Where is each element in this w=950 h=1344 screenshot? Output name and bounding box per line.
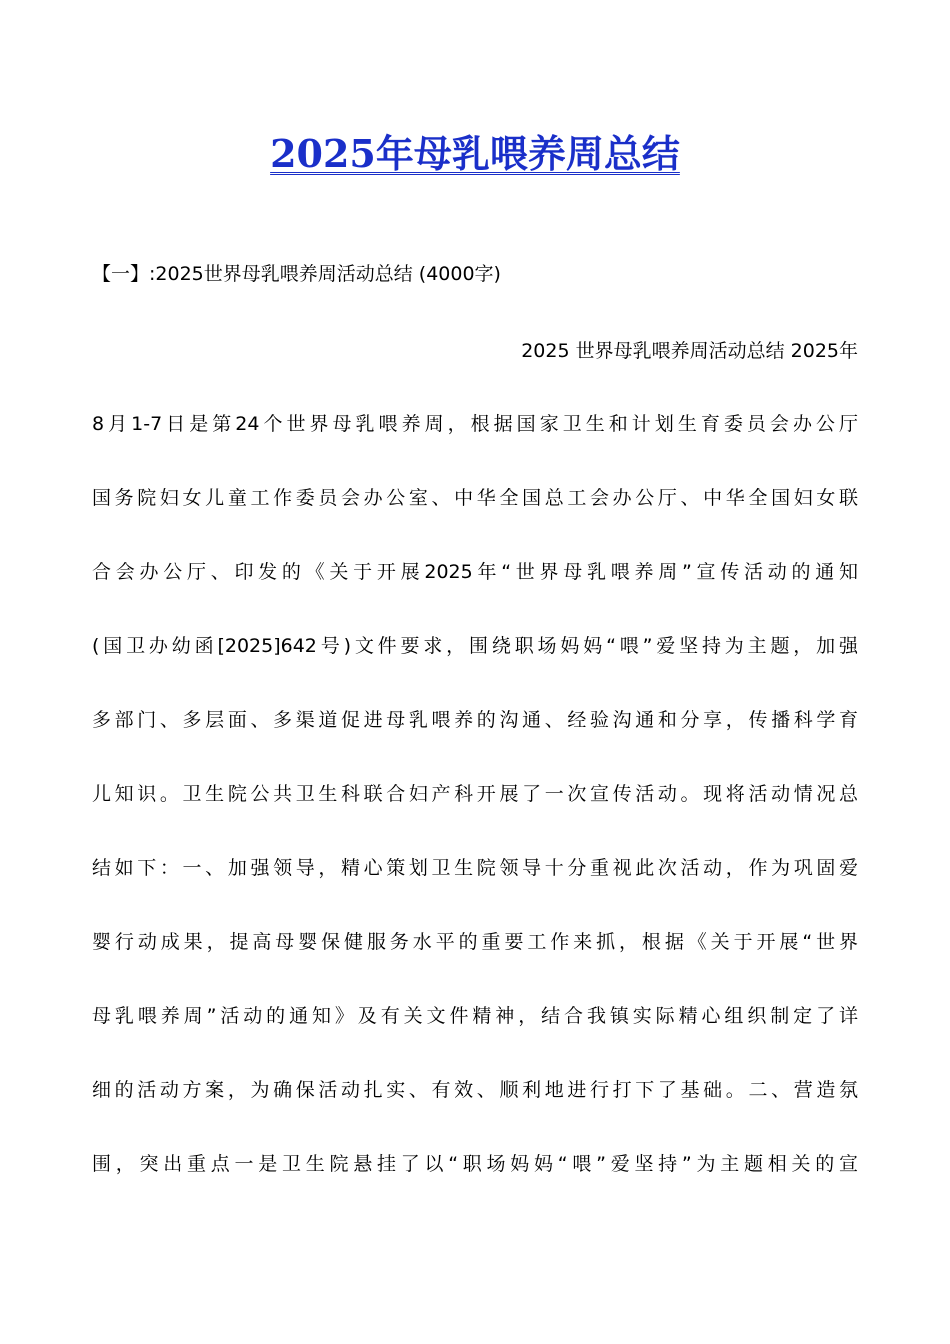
paragraph-line: 儿知识。卫生院公共卫生科联合妇产科开展了一次宣传活动。现将活动情况总 (92, 783, 858, 805)
paragraph-line: 合会办公厅、印发的《关于开展2025年“世界母乳喂养周”宣传活动的通知 (92, 561, 858, 583)
paragraph-line: 细的活动方案，为确保活动扎实、有效、顺利地进行打下了基础。二、营造氛 (92, 1079, 858, 1101)
document-title (0, 128, 950, 180)
paragraph-line: 结如下：一、加强领导，精心策划卫生院领导十分重视此次活动，作为巩固爱 (92, 857, 858, 879)
paragraph-line: 围，突出重点一是卫生院悬挂了以“职场妈妈“喂”爱坚持”为主题相关的宣 (92, 1153, 858, 1175)
paragraph-line: 8月1-7日是第24个世界母乳喂养周，根据国家卫生和计划生育委员会办公厅 (92, 413, 858, 435)
article-subtitle: 2025 世界母乳喂养周活动总结 2025年 (521, 340, 858, 362)
paragraph-line: 母乳喂养周”活动的通知》及有关文件精神，结合我镇实际精心组织制定了详 (92, 1005, 858, 1027)
paragraph-line: 婴行动成果，提高母婴保健服务水平的重要工作来抓，根据《关于开展“世界 (92, 931, 858, 953)
paragraph-line: 多部门、多层面、多渠道促进母乳喂养的沟通、经验沟通和分享，传播科学育 (92, 709, 858, 731)
paragraph-line: 国务院妇女儿童工作委员会办公室、中华全国总工会办公厅、中华全国妇女联 (92, 487, 858, 509)
paragraph-line: (国卫办幼函[2025]642号)文件要求，围绕职场妈妈“喂”爱坚持为主题，加强 (92, 635, 858, 657)
section-heading: 【一】:2025世界母乳喂养周活动总结 (4000字) (92, 263, 501, 285)
document-title-text: 2025年母乳喂养周总结 (270, 131, 680, 176)
